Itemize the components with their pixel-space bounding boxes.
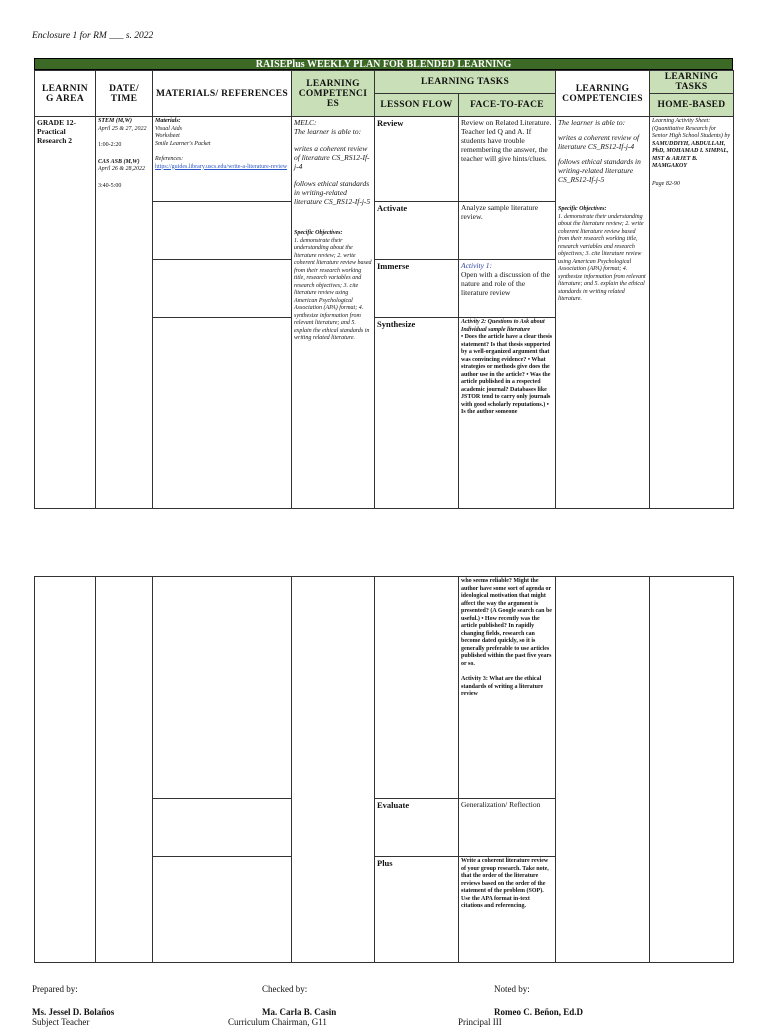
cas-time: 3:40-5:00	[98, 182, 122, 189]
prepared-role: Subject Teacher	[32, 1017, 90, 1027]
empty-cell	[375, 577, 459, 799]
date-time-cell	[96, 117, 153, 509]
empty-cell	[153, 799, 292, 857]
synth-questions-continued: who seems reliable? Might the author have some sort of agenda or ideological motivation that might affect the way the argument is presented? (A Google search can be useful.) • How recently was the article published? In rapidly changing fields, research can become dated quickly, so it is generally preferable to use articles published within the past five years or so.	[461, 578, 552, 667]
materials-empty-cell	[153, 202, 292, 260]
immerse-text: Open with a discussion of the nature and role of the literature review	[461, 270, 550, 297]
noted-role: Principal III	[458, 1017, 502, 1027]
right-competency-1: writes a coherent review of literature CS_RS12-If-j-4	[558, 133, 640, 151]
noted-label: Noted by:	[494, 984, 530, 994]
specific-objectives-label: Specific Objectives:	[294, 230, 343, 236]
stem-label: STEM (M,W)	[98, 118, 133, 124]
right-specific-label: Specific Objectives:	[558, 206, 607, 212]
learning-area-text: GRADE 12- Practical Research 2	[37, 118, 76, 145]
flow-plus-text: Write a coherent literature review of your group research. Take note, that the order of the literature reviews based on the order of the statement of the problem (SOP). Use the APA format in-text citations and referencing.	[459, 857, 556, 963]
checked-label: Checked by:	[262, 984, 308, 994]
empty-cell	[153, 577, 292, 799]
flow-review: Review	[375, 117, 459, 202]
synth-title: Activity 2: Questions to Ask about Individual sample literature	[461, 319, 545, 333]
competency-2: follows ethical standards in writing-related literature CS_RS12-If-j-5	[294, 179, 371, 206]
stem-time: 1:00-2:20	[98, 142, 122, 148]
flow-review-text: Review on Related Literature. Teacher led Q and A. If students have trouble remembering the answer, the teacher will give hints/clues.	[459, 117, 556, 202]
flow-synthesize: Synthesize	[375, 318, 459, 509]
flow-activate-text: Analyze sample literature review.	[459, 202, 556, 260]
materials-empty-cell	[153, 260, 292, 318]
home-based-cell	[650, 117, 734, 509]
activity-3: Activity 3: What are the ethical standards of writing a literature review	[461, 676, 544, 697]
header-learning-area: LEARNIN G AREA	[35, 71, 96, 117]
empty-cell	[35, 577, 96, 963]
home-title: Learning Activity Sheet:	[652, 118, 711, 124]
materials-item: Smile Learner's Packet	[155, 140, 211, 147]
prepared-name: Ms. Jessel D. Bolaños	[32, 1007, 115, 1017]
home-authors: SAMUDDIYH, ABDULLAH, PhD, MOHAMAD I. SIMPAL, MST & ARJET B. MAMGAKOY	[652, 140, 729, 169]
flow-evaluate-text: Generalization/ Reflection	[459, 799, 556, 857]
flow-immerse-cell	[459, 260, 556, 318]
header-home-based: HOME-BASED	[650, 94, 734, 117]
cas-date: April 26 & 28,2022	[98, 166, 146, 172]
weekly-plan-table	[34, 70, 734, 509]
header-competencies-right: LEARNING COMPETENCIES	[556, 71, 650, 117]
learning-area-cell	[35, 117, 96, 509]
right-learner-able: The learner is able to:	[558, 118, 626, 127]
plan-banner: RAISEPlus WEEKLY PLAN FOR BLENDED LEARNING	[34, 58, 733, 70]
right-specific-objectives: 1. demonstrate their understanding about the literature review; 2. write coherent literature review based from their research working title, research variables and research objectives; 3. cite literature review using American Psychological Association (APA) format; 4. synthesize information from relevant literature; and 5. explain the ethical standards in writing related literature.	[558, 213, 646, 302]
competency-1: writes a coherent review of literature CS_RS12-If-j-4	[294, 144, 370, 171]
cas-label: CAS ASB (M,W)	[98, 158, 140, 165]
header-materials: MATERIALS/ REFERENCES	[153, 71, 292, 117]
header-lesson-flow: LESSON FLOW	[375, 94, 459, 117]
noted-name: Romeo C. Beñon, Ed.D	[494, 1007, 584, 1017]
empty-cell	[96, 577, 153, 963]
materials-cell	[153, 117, 292, 202]
weekly-plan-table-continued	[34, 576, 734, 963]
materials-item: Visual Aids	[155, 125, 182, 132]
header-learning-tasks-right: LEARNING TASKS	[650, 71, 734, 94]
immerse-activity-label: Activity 1:	[461, 261, 493, 270]
flow-evaluate: Evaluate	[375, 799, 459, 857]
references-label: References:	[155, 156, 184, 162]
materials-empty-cell	[153, 318, 292, 509]
synth-questions: • Does the article have a clear thesis statement? Is that thesis supported by a well-organized argument that was convincing evidence? • What strategies or methods give does the author use in the article? • Was the article published in a respected academic journal? Databases like JSTOR tend to carry only journals with good scholarly reputations.) • Is the author someone	[461, 334, 553, 415]
empty-cell	[650, 577, 734, 963]
competencies-right-cell	[556, 117, 650, 509]
materials-item: Worksheet	[155, 133, 180, 139]
melc-label: MELC:	[294, 118, 317, 127]
competencies-left-cell	[292, 117, 375, 509]
prepared-label: Prepared by:	[32, 984, 78, 994]
enclosure-label: Enclosure 1 for RM ___ s. 2022	[32, 31, 154, 41]
home-subtitle: (Quantitative Research for Senior High School Students) by	[652, 125, 730, 139]
empty-cell	[292, 577, 375, 963]
checked-role: Curriculum Chairman, G11	[228, 1017, 327, 1027]
flow-immerse: Immerse	[375, 260, 459, 318]
synth-continued-cell	[459, 577, 556, 799]
specific-objectives: 1. demonstrate their understanding about the literature review; 2. write coherent literature review based from their research working title, research variables and research objectives; 3. cite literature review using American Psychological Association (APA) format; 4. synthesize information from relevant literature; and 5. explain the ethical standards in writing related literature.	[294, 237, 372, 341]
references-link[interactable]: https://guides.library.uscs.edu/write-a-literature-review	[155, 163, 288, 170]
empty-cell	[153, 857, 292, 963]
empty-cell	[556, 577, 650, 963]
header-date-time: DATE/ TIME	[96, 71, 153, 117]
materials-label: Materials:	[155, 118, 181, 124]
stem-date: April 25 & 27, 2022	[98, 125, 147, 132]
learner-able: The learner is able to:	[294, 127, 362, 136]
right-competency-2: follows ethical standards in writing-related literature CS_RS12-If-j-5	[558, 157, 641, 184]
header-competencies-left: LEARNING COMPETENCI ES	[292, 71, 375, 117]
header-learning-tasks: LEARNING TASKS	[375, 71, 556, 94]
home-pages: Page 82-90	[652, 180, 680, 187]
flow-activate: Activate	[375, 202, 459, 260]
checked-name: Ma. Carla B. Casin	[262, 1007, 337, 1017]
flow-plus: Plus	[375, 857, 459, 963]
flow-synthesize-cell	[459, 318, 556, 509]
header-face-to-face: FACE-TO-FACE	[459, 94, 556, 117]
